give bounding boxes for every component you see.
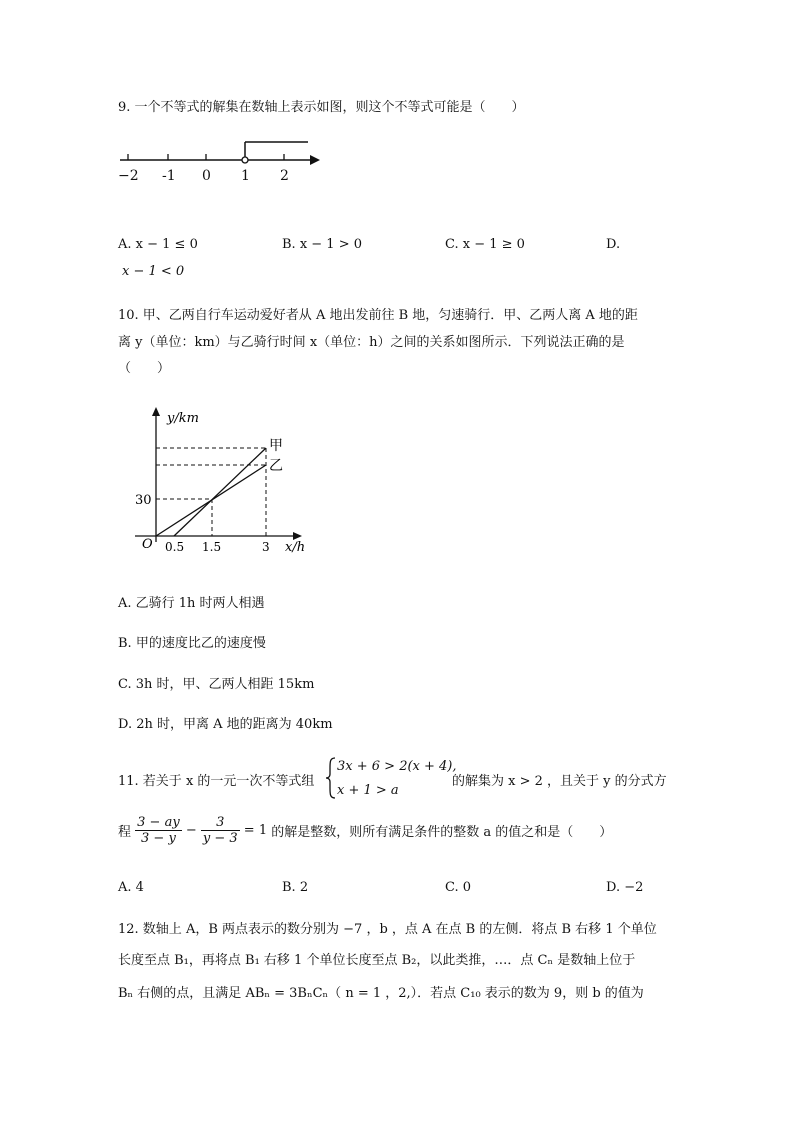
tick-label-neg1: -1 bbox=[162, 168, 176, 184]
x-tick-1.5: 1.5 bbox=[202, 540, 222, 554]
tick-label-1: 1 bbox=[241, 168, 250, 184]
open-circle-at-1 bbox=[242, 157, 248, 163]
q12-line1: 12. 数轴上 A，B 两点表示的数分别为 −7 ，b ，点 A 在点 B 的左侧．将点 B 右移 1 个单位 bbox=[118, 922, 657, 937]
q9-number-line bbox=[115, 138, 335, 188]
q10-option-c[interactable]: C. 3h 时，甲、乙两人相距 15km bbox=[118, 677, 315, 692]
q11-inequality-2: x + 1 > a bbox=[337, 783, 399, 798]
number-line-arrow bbox=[310, 155, 320, 165]
q9-option-a[interactable]: A. x − 1 ≤ 0 bbox=[118, 237, 198, 252]
q11-equals: = 1 bbox=[243, 823, 268, 838]
fraction-1-denominator: 3 − y bbox=[141, 831, 176, 846]
q10-graph bbox=[125, 402, 315, 562]
q11-option-d[interactable]: D. −2 bbox=[606, 880, 644, 895]
tick-label-0: 0 bbox=[202, 168, 211, 184]
label-jia: 甲 bbox=[269, 438, 283, 454]
q11-option-a[interactable]: A. 4 bbox=[118, 880, 144, 895]
x-tick-0.5: 0.5 bbox=[165, 540, 185, 554]
q10-option-b[interactable]: B. 甲的速度比乙的速度慢 bbox=[118, 636, 266, 651]
fraction-2-denominator: y − 3 bbox=[202, 831, 238, 846]
tick-label-2: 2 bbox=[280, 168, 289, 184]
q11-fraction-1 bbox=[135, 815, 182, 846]
q9-option-b[interactable]: B. x − 1 > 0 bbox=[282, 237, 363, 252]
y-tick-30: 30 bbox=[135, 493, 152, 508]
tick-label-neg2: −2 bbox=[118, 168, 139, 184]
y-axis-arrow bbox=[152, 407, 160, 416]
q11-minus: − bbox=[185, 823, 197, 838]
q10-option-a[interactable]: A. 乙骑行 1h 时两人相遇 bbox=[118, 596, 265, 611]
line-yi bbox=[156, 465, 266, 536]
q11-fraction-2 bbox=[201, 815, 240, 846]
line-jia bbox=[174, 448, 266, 536]
label-yi: 乙 bbox=[269, 458, 283, 474]
q12-line2: 长度至点 B₁，再将点 B₁ 右移 1 个单位长度至点 B₂，以此类推，…．点 Cₙ 是数轴上位于 bbox=[118, 953, 636, 968]
q11-stem-part2: 的解集为 x > 2 ，且关于 y 的分式方 bbox=[452, 774, 667, 789]
q10-stem-line3: （ ） bbox=[118, 361, 171, 376]
x-tick-3: 3 bbox=[262, 540, 270, 554]
fraction-2-numerator: 3 bbox=[201, 815, 240, 831]
q9-stem: 9. 一个不等式的解集在数轴上表示如图，则这个不等式可能是（ ） bbox=[118, 100, 525, 115]
q11-line2-part2: 的解是整数，则所有满足条件的整数 a 的值之和是（ ） bbox=[271, 825, 613, 840]
q11-line2-part1: 程 bbox=[118, 825, 132, 840]
q11-line2 bbox=[118, 815, 612, 846]
x-axis-arrow bbox=[293, 532, 302, 540]
fraction-1-numerator: 3 − ay bbox=[137, 815, 180, 830]
q10-option-d[interactable]: D. 2h 时，甲离 A 地的距离为 40km bbox=[118, 717, 333, 732]
q11-option-b[interactable]: B. 2 bbox=[282, 880, 309, 895]
q9-option-d[interactable]: D. bbox=[606, 237, 621, 252]
origin-label: O bbox=[142, 537, 153, 552]
y-axis-label: y/km bbox=[167, 411, 199, 426]
q12-line3: Bₙ 右侧的点，且满足 ABₙ = 3BₙCₙ（ n = 1 ，2,）．若点 C₁₀ 表示的数为 9，则 b 的值为 bbox=[118, 986, 644, 1001]
q11-system-brace bbox=[325, 756, 337, 800]
q9-option-d-expr: x − 1 < 0 bbox=[122, 264, 185, 279]
q11-option-c[interactable]: C. 0 bbox=[445, 880, 472, 895]
x-axis-label: x/h bbox=[285, 540, 306, 555]
q10-stem-line1: 10. 甲、乙两自行车运动爱好者从 A 地出发前往 B 地，匀速骑行．甲、乙两人离 A 地的距 bbox=[118, 308, 638, 323]
q9-option-c[interactable]: C. x − 1 ≥ 0 bbox=[445, 237, 525, 252]
q11-stem-part1: 11. 若关于 x 的一元一次不等式组 bbox=[118, 774, 315, 789]
q10-stem-line2: 离 y（单位：km）与乙骑行时间 x（单位：h）之间的关系如图所示．下列说法正确的是 bbox=[118, 335, 625, 350]
q11-inequality-1: 3x + 6 > 2(x + 4), bbox=[337, 759, 457, 774]
